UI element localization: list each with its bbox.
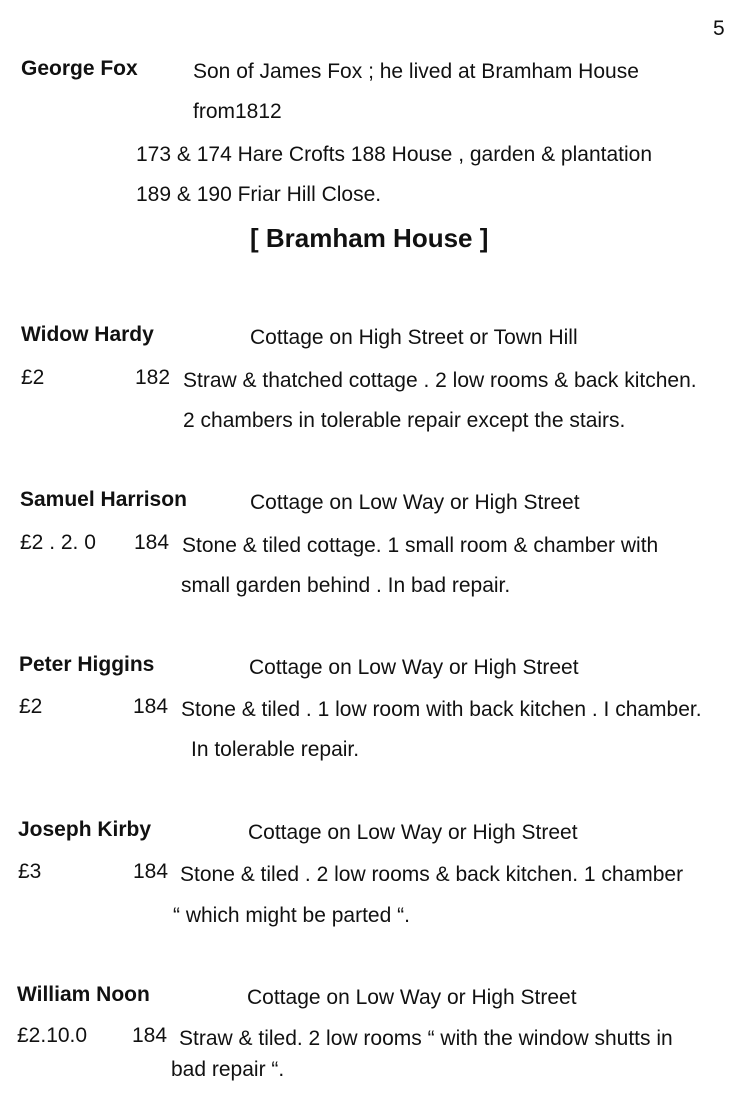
section-heading: [ Bramham House ] bbox=[250, 223, 489, 253]
entry-number: 182 bbox=[135, 366, 171, 389]
george-note-line-4: 189 & 190 Friar Hill Close. bbox=[136, 183, 382, 206]
entry-name: Joseph Kirby bbox=[18, 818, 152, 841]
entry-description-line-2: bad repair “. bbox=[171, 1058, 285, 1081]
entry-name-george-fox: George Fox bbox=[21, 57, 138, 80]
entry-location: Cottage on Low Way or High Street bbox=[248, 821, 578, 844]
entry-number: 184 bbox=[133, 860, 169, 883]
george-note-line-3: 173 & 174 Hare Crofts 188 House , garden & plantation bbox=[136, 143, 652, 166]
entry-description-line-2: “ which might be parted “. bbox=[173, 904, 410, 927]
page-number: 5 bbox=[713, 17, 725, 40]
entry-number: 184 bbox=[132, 1024, 168, 1047]
entry-description-line-2: In tolerable repair. bbox=[191, 738, 360, 761]
entry-description-line-1: Stone & tiled cottage. 1 small room & chamber with bbox=[182, 534, 659, 557]
entry-name: William Noon bbox=[17, 983, 150, 1006]
entry-name: Samuel Harrison bbox=[20, 488, 187, 511]
entry-location: Cottage on High Street or Town Hill bbox=[250, 326, 578, 349]
entry-description-line-1: Stone & tiled . 2 low rooms & back kitchen. 1 chamber bbox=[180, 863, 684, 886]
entry-rent: £3 bbox=[18, 860, 42, 883]
entry-name: Peter Higgins bbox=[19, 653, 155, 676]
entry-location: Cottage on Low Way or High Street bbox=[250, 491, 580, 514]
entry-description-line-1: Stone & tiled . 1 low room with back kitchen . I chamber. bbox=[181, 698, 702, 721]
entry-rent: £2.10.0 bbox=[17, 1024, 88, 1047]
entry-location: Cottage on Low Way or High Street bbox=[249, 656, 579, 679]
entry-rent: £2 bbox=[19, 695, 43, 718]
entry-number: 184 bbox=[133, 695, 169, 718]
entry-number: 184 bbox=[134, 531, 170, 554]
entry-description-line-2: small garden behind . In bad repair. bbox=[181, 574, 511, 597]
george-note-line-2: from1812 bbox=[193, 100, 282, 123]
entry-rent: £2 bbox=[21, 366, 45, 389]
entry-name: Widow Hardy bbox=[21, 323, 154, 346]
entry-description-line-1: Straw & thatched cottage . 2 low rooms & back kitchen. bbox=[183, 369, 697, 392]
entry-rent: £2 . 2. 0 bbox=[20, 531, 96, 554]
entry-location: Cottage on Low Way or High Street bbox=[247, 986, 577, 1009]
entry-description-line-2: 2 chambers in tolerable repair except the stairs. bbox=[183, 409, 626, 432]
george-note-line-1: Son of James Fox ; he lived at Bramham House bbox=[193, 60, 639, 83]
entry-description-line-1: Straw & tiled. 2 low rooms “ with the window shutts in bbox=[179, 1027, 673, 1050]
